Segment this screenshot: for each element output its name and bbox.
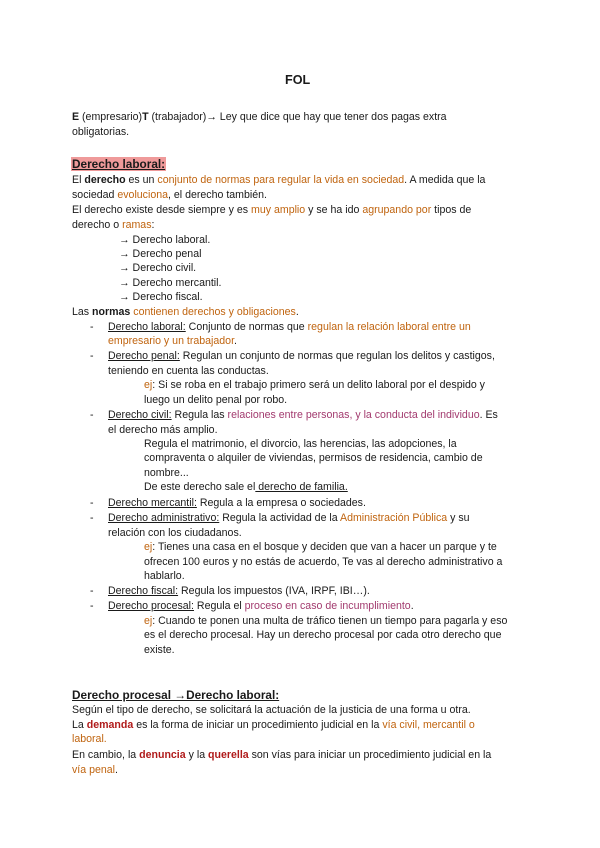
list-bullet: - xyxy=(90,585,94,597)
intro-empresario: (empresario) xyxy=(79,111,143,123)
example-line: luego un delito penal por robo. xyxy=(144,394,288,406)
intro-rest: (trabajador)→ Ley que dice que hay que tener dos pagas extra xyxy=(148,111,447,123)
term-label: Derecho penal: xyxy=(108,350,180,362)
example-line: hablarlo. xyxy=(144,570,185,582)
term-label: Derecho civil: xyxy=(108,409,172,421)
branch-item: → Derecho civil. xyxy=(119,262,197,274)
paragraph-line xyxy=(72,732,107,746)
paragraph-line: vía penal. xyxy=(72,764,118,776)
list-item-civil: Derecho civil: Regula las relaciones entre personas, y la conducta del individuo. Es xyxy=(108,409,498,421)
list-bullet: - xyxy=(90,512,94,524)
highlight-text: empresario y un trabajador xyxy=(108,335,235,347)
keyword-querella: querella xyxy=(208,749,249,761)
list-item-continuation: teniendo en cuenta las conductas. xyxy=(108,365,269,377)
example-line: existe. xyxy=(144,644,175,656)
list-item-continuation: empresario y un trabajador. xyxy=(108,335,237,347)
note-line: compraventa o alquiler de viviendas, permisos de residencia, cambio de xyxy=(144,452,483,464)
list-item-administrativo: Derecho administrativo: Regula la actividad de la Administración Pública y su xyxy=(108,512,470,524)
highlight-text: Administración Pública xyxy=(340,512,448,524)
branch-item: → Derecho fiscal. xyxy=(119,291,203,303)
highlight-text: ramas xyxy=(122,219,152,231)
list-bullet: - xyxy=(90,600,94,612)
paragraph-line: sociedad evoluciona, el derecho también. xyxy=(72,189,267,201)
list-item-mercantil: Derecho mercantil: Regula a la empresa o sociedades. xyxy=(108,497,366,509)
list-bullet: - xyxy=(90,350,94,362)
highlight-text: vía civil, mercantil o xyxy=(382,719,475,731)
underlined-text: derecho de familia. xyxy=(255,481,348,493)
highlight-text: agrupando por xyxy=(362,204,432,216)
example-label: ej xyxy=(144,615,153,627)
term-label: Derecho administrativo: xyxy=(108,512,220,524)
highlight-text: conjunto de normas para regular la vida en sociedad xyxy=(157,174,405,186)
paragraph-line: derecho o ramas: xyxy=(72,219,155,231)
list-item-fiscal: Derecho fiscal: Regula los impuestos (IVA, IRPF, IBI…). xyxy=(108,585,370,597)
term-label: Derecho laboral: xyxy=(108,321,186,333)
highlight-text: evoluciona xyxy=(117,189,169,201)
list-item-laboral: Derecho laboral: Conjunto de normas que regulan la relación laboral entre un xyxy=(108,321,471,333)
list-item-continuation: relación con los ciudadanos. xyxy=(108,527,242,539)
term-label: Derecho fiscal: xyxy=(108,585,179,597)
paragraph-line: En cambio, la denuncia y la querella son vías para iniciar un procedimiento judicial en la xyxy=(72,749,492,761)
list-bullet: - xyxy=(90,497,94,509)
section-heading-derecho-laboral xyxy=(71,157,166,172)
list-item-penal: Derecho penal: Regulan un conjunto de normas que regulan los delitos y castigos, xyxy=(108,350,495,362)
example-line: ej: Cuando te ponen una multa de tráfico tienen un tiempo para pagarla y eso xyxy=(144,615,508,627)
list-item-procesal: Derecho procesal: Regula el proceso en caso de incumplimiento. xyxy=(108,600,414,612)
term-label: Derecho mercantil: xyxy=(108,497,197,509)
example-line: ej: Tienes una casa en el bosque y deciden que van a hacer un parque y te xyxy=(144,541,497,553)
intro-t: T xyxy=(142,111,149,123)
branch-item: → Derecho penal xyxy=(119,248,202,260)
heading-highlight: Derecho laboral: xyxy=(72,157,166,171)
branch-item: → Derecho mercantil. xyxy=(119,277,222,289)
note-line: nombre... xyxy=(144,467,189,479)
note-line: De este derecho sale el derecho de familia. xyxy=(144,481,348,493)
list-bullet: - xyxy=(90,409,94,421)
keyword-demanda: demanda xyxy=(86,719,134,731)
highlight-text: regulan la relación laboral entre un xyxy=(307,321,471,333)
paragraph-line: Las normas contienen derechos y obligaciones. xyxy=(72,306,299,318)
paragraph-line: El derecho es un conjunto de normas para regular la vida en sociedad. A medida que la xyxy=(72,174,486,186)
paragraph-line: El derecho existe desde siempre y es muy amplio y se ha ido agrupando por tipos de xyxy=(72,204,472,216)
highlight-text: muy amplio xyxy=(251,204,306,216)
intro-line-1 xyxy=(72,110,447,124)
paragraph-line: La demanda es la forma de iniciar un procedimiento judicial en la vía civil, mercantil o xyxy=(72,719,475,731)
example-line: ej: Si se roba en el trabajo primero será un delito laboral por el despido y xyxy=(144,379,485,391)
highlight-text: contienen derechos y obligaciones xyxy=(133,306,296,318)
highlight-text: relaciones entre personas, y la conducta del individuo xyxy=(227,409,480,421)
example-line: ofrecen 100 euros y no estás de acuerdo, Te vas al derecho administrativo a xyxy=(144,556,503,568)
branch-item: → Derecho laboral. xyxy=(119,234,211,246)
paragraph-line: Según el tipo de derecho, se solicitará la actuación de la justicia de una forma u otra. xyxy=(72,704,471,716)
example-line: es el derecho procesal. Hay un derecho procesal por cada otro derecho que xyxy=(144,629,502,641)
intro-line-2: obligatorias. xyxy=(72,126,130,138)
list-bullet: - xyxy=(90,321,94,333)
keyword-denuncia: denuncia xyxy=(139,749,186,761)
term-label: Derecho procesal: xyxy=(108,600,194,612)
list-item-continuation: el derecho más amplio. xyxy=(108,424,218,436)
note-line: Regula el matrimonio, el divorcio, las herencias, las adopciones, la xyxy=(144,438,457,450)
highlight-text: vía penal xyxy=(72,764,115,776)
example-label: ej xyxy=(144,541,153,553)
highlight-text: laboral. xyxy=(72,733,107,745)
example-label: ej xyxy=(144,379,153,391)
page-title: FOL xyxy=(285,73,311,87)
highlight-text: proceso en caso de incumplimiento xyxy=(244,600,411,612)
intro-e: E xyxy=(72,111,80,123)
section-heading-derecho-procesal: Derecho procesal →Derecho laboral: xyxy=(72,688,280,702)
